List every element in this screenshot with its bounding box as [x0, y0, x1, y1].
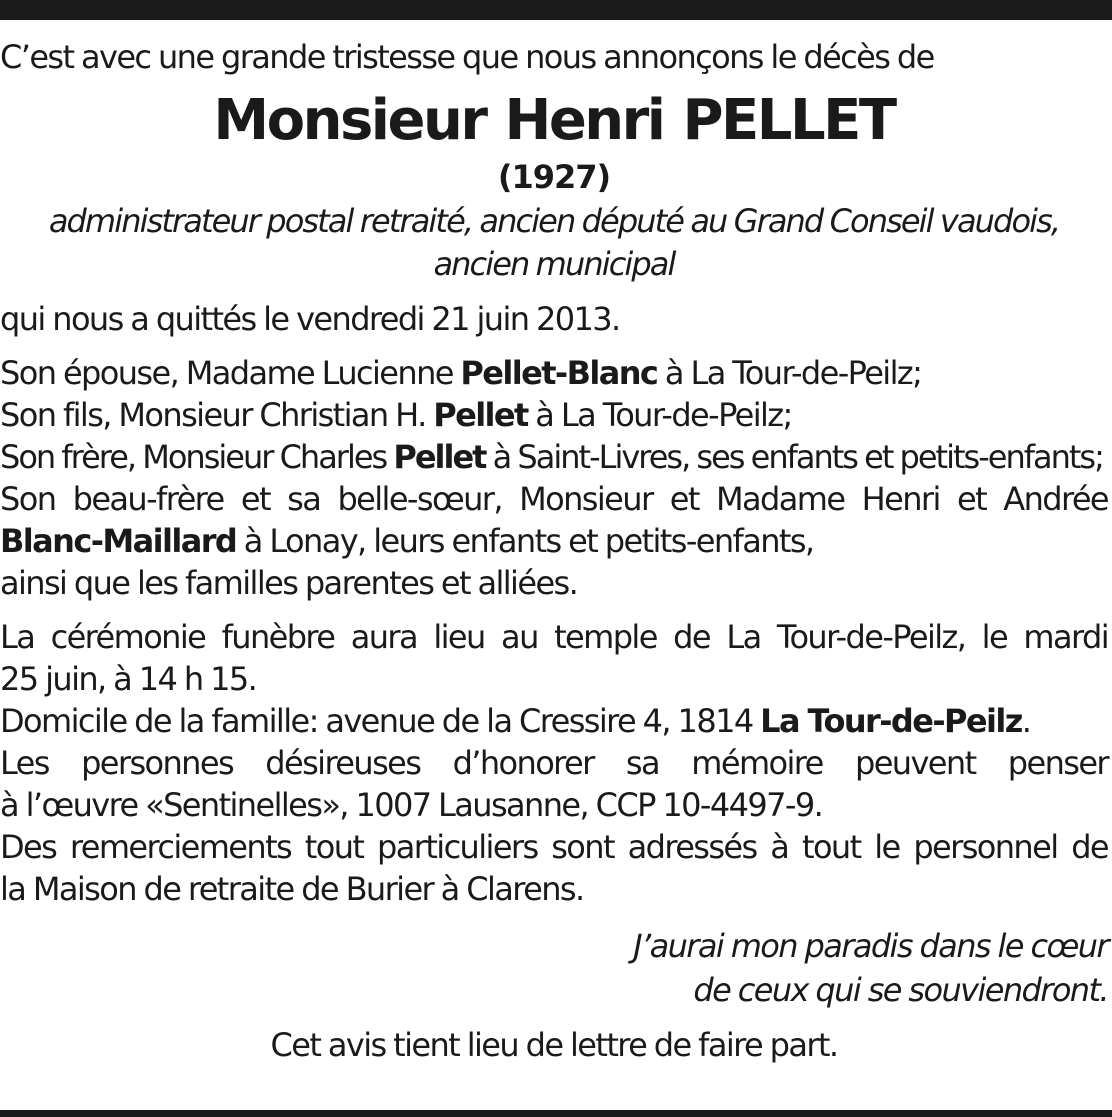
domicile-prefix: Domicile de la famille: avenue de la Cressire 4, 1814 — [0, 702, 761, 740]
thanks-line-2: la Maison de retraite de Burier à Clarens. — [0, 870, 584, 908]
obituary-notice — [0, 36, 1108, 1066]
family-inlaws-line-2 — [0, 520, 1108, 562]
ceremony-line-2: 25 juin, à 14 h 15. — [0, 660, 257, 698]
ceremony-details — [0, 616, 1108, 910]
top-border-rule — [0, 0, 1112, 20]
ceremony-line-1: La cérémonie funèbre aura lieu au temple de La Tour-de-Peilz, le mardi — [0, 618, 1108, 656]
donation-line-1: Les personnes désireuses d’honorer sa mémoire peuvent penser — [0, 744, 1108, 782]
thanks-line-1: Des remerciements tout particuliers sont adressés à tout le personnel de — [0, 828, 1108, 866]
brother-suffix: à Saint-Livres, ses enfants et petits-enfants; — [485, 438, 1103, 476]
wife-prefix: Son épouse, Madame Lucienne — [0, 354, 461, 392]
domicile-suffix: . — [1021, 702, 1031, 740]
titles-line-2: ancien municipal — [433, 245, 675, 283]
family-list — [0, 352, 1108, 604]
brother-prefix: Son frère, Monsieur Charles — [0, 438, 394, 476]
deceased-titles — [0, 200, 1108, 286]
son-surname: Pellet — [433, 396, 528, 434]
family-inlaws-line-1: Son beau-frère et sa belle-sœur, Monsieur et Madame Henri et Andrée — [0, 480, 1108, 518]
domicile-city: La Tour-de-Peilz — [760, 702, 1022, 740]
birth-year: (1927) — [497, 158, 611, 196]
inlaws-surname: Blanc-Maillard — [0, 522, 237, 560]
brother-surname: Pellet — [393, 438, 486, 476]
wife-suffix: à La Tour-de-Peilz; — [657, 354, 922, 392]
quote-line-1: J’aurai mon paradis dans le cœur — [633, 927, 1108, 965]
family-wife — [0, 352, 1108, 394]
family-domicile — [0, 700, 1108, 742]
donation-line-2: à l’œuvre «Sentinelles», 1007 Lausanne, CCP 10-4497-9. — [0, 786, 823, 824]
titles-line-1: administrateur postal retraité, ancien député au Grand Conseil vaudois, — [48, 202, 1060, 240]
family-son — [0, 394, 1108, 436]
departure-date: qui nous a quittés le vendredi 21 juin 2013. — [0, 300, 620, 338]
inlaws-suffix: à Lonay, leurs enfants et petits-enfants, — [236, 522, 814, 560]
bottom-border-rule — [0, 1110, 1112, 1117]
quote-line-2: de ceux qui se souviendront. — [693, 971, 1108, 1009]
son-suffix: à La Tour-de-Peilz; — [527, 396, 792, 434]
memorial-quote — [0, 924, 1108, 1012]
family-brother — [0, 436, 1108, 478]
intro-text: C’est avec une grande tristesse que nous annonçons le décès de — [0, 38, 934, 76]
closing-note: Cet avis tient lieu de lettre de faire part. — [270, 1026, 838, 1064]
family-relatives: ainsi que les familles parentes et alliées. — [0, 564, 578, 602]
deceased-name: Monsieur Henri PELLET — [213, 88, 895, 153]
son-prefix: Son fils, Monsieur Christian H. — [0, 396, 434, 434]
wife-surname: Pellet-Blanc — [460, 354, 658, 392]
